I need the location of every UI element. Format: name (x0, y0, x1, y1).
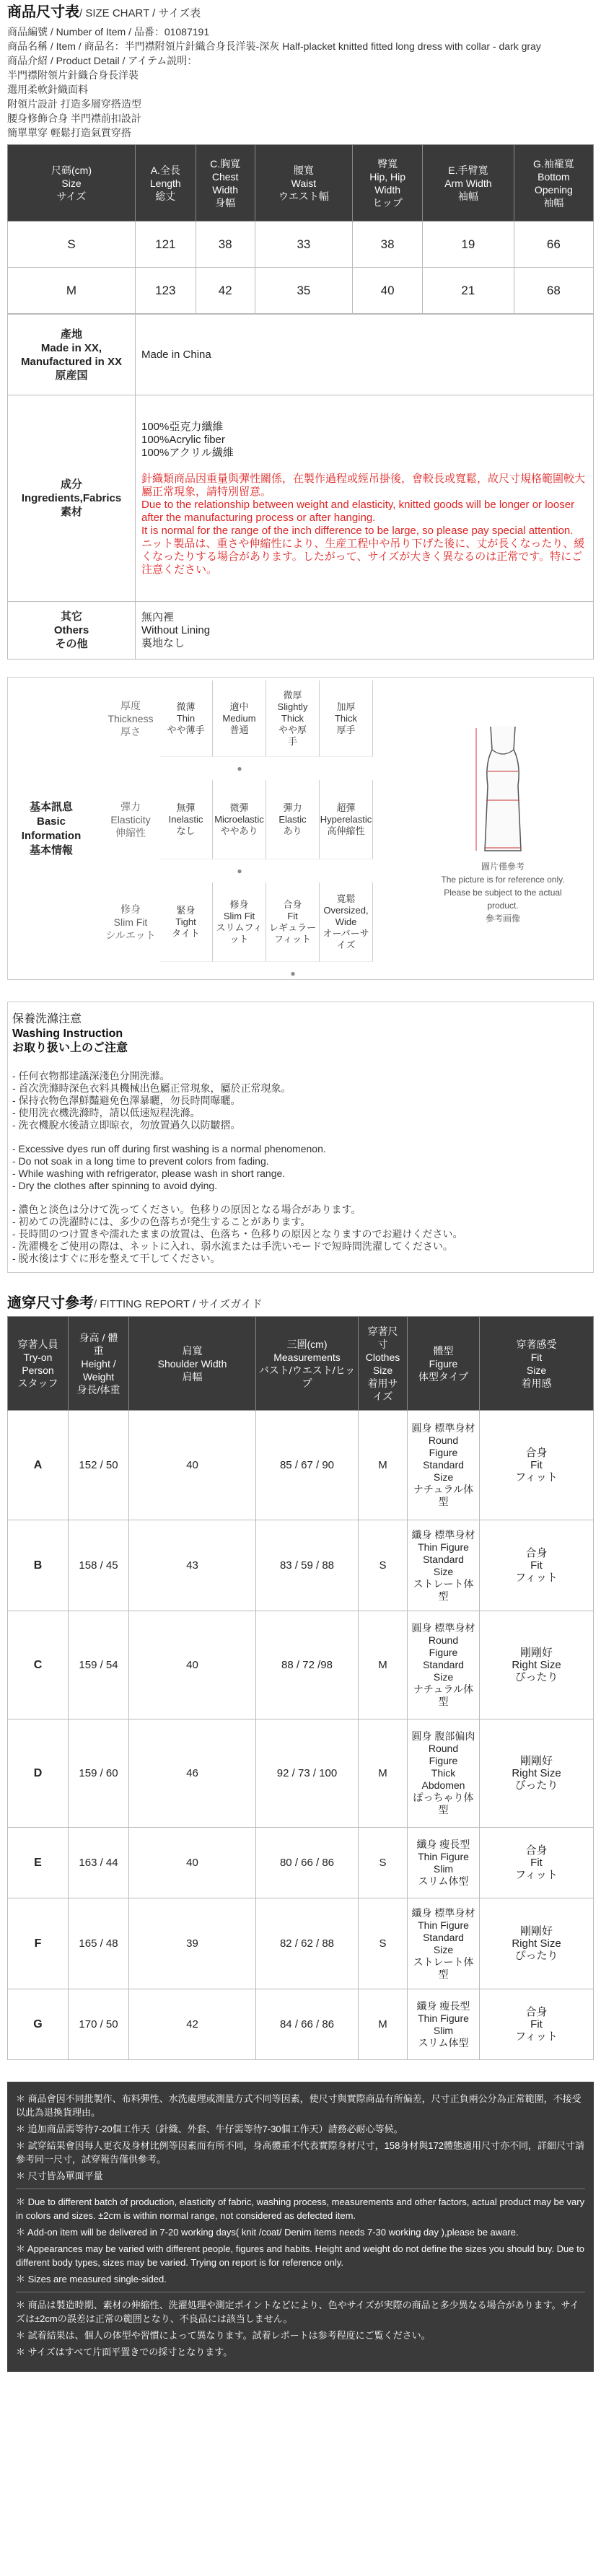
shoulder-cell: 46 (129, 1719, 256, 1828)
clothes-size-cell: M (359, 1611, 408, 1719)
shoulder-cell: 40 (129, 1611, 256, 1719)
washing-title-jp: お取り扱い上のご注意 (12, 1042, 128, 1054)
height-weight-cell: 159 / 60 (69, 1719, 129, 1828)
detail-line: 選用柔軟針織面料 (7, 84, 88, 95)
wash-line: - 保持衣物色澤鮮豔避免色澤暴曬，勿長時間曝曬。 (12, 1095, 241, 1106)
elasticity-row (102, 780, 373, 859)
fit-cell: 合身 Fit フィット (480, 1828, 594, 1898)
note-line: ＊ 試着結果は、個人の体型や習慣によって異なります。試着レポートは参考程度にご覧ください。 (16, 2330, 431, 2341)
figure-caption: 圖片僅參考 (481, 862, 525, 872)
wash-line: - 長時間のつけ置きや濡れたままの放置は、色落ち・色移りの原因となりますのでお避けください。 (12, 1228, 463, 1240)
figure-caption: product. (487, 901, 519, 911)
bottom-cell: 68 (514, 268, 593, 314)
size-col-header: 尺碼(cm) Size サイズ (8, 145, 136, 222)
clothes-size-cell: S (359, 1520, 408, 1611)
fitting-table-header (8, 1317, 594, 1411)
chest-cell: 42 (196, 268, 255, 314)
fit-option: 緊身 Tight タイト (159, 882, 213, 962)
table-row (8, 1898, 594, 1989)
item-number: 商品編號 / Number of Item / 品番：01087191 (7, 26, 210, 38)
figure-cell: 纖身 瘦長型 Thin Figure Slim スリム体型 (408, 1989, 480, 2060)
wash-line: - Do not soak in a long time to prevent colors from fading. (12, 1155, 269, 1167)
detail-line: 附領片設計 打造多層穿搭造型 (7, 98, 141, 110)
ingredient-line: 100%Acrylic fiber (141, 433, 225, 446)
figure-col-header: 體型 Figure 体型タイプ (408, 1317, 480, 1411)
note-line: ＊ Add-on item will be delivered in 7-20 working days( knit /coat/ Denim items needs 7-30 working day ),please be aware. (16, 2227, 519, 2238)
title-sub: / SIZE CHART / サイズ表 (79, 7, 201, 19)
ingredients-row (8, 395, 594, 602)
measurements-cell: 85 / 67 / 90 (256, 1411, 359, 1520)
dress-figure (420, 721, 586, 925)
chest-cell: 38 (196, 222, 255, 268)
others-value (136, 602, 594, 660)
length-col-header: A.全長 Length 総丈 (136, 145, 196, 222)
wash-line: - 脱水後はすぐに形を整えて干してください。 (12, 1253, 221, 1264)
washing-list (12, 1070, 589, 1265)
figure-caption: 參考画像 (485, 914, 520, 924)
elasticity-option: 無彈 Inelastic なし (159, 780, 213, 859)
figure-cell: 纖身 標準身材 Thin Figure Standard Size ストレート体 型 (408, 1520, 480, 1611)
fitting-table (7, 1316, 594, 2060)
waist-col-header: 腰寬 Waist ウエスト幅 (255, 145, 352, 222)
fit-cell: 合身 Fit フィット (480, 1520, 594, 1611)
wash-line: - While washing with refrigerator, please wash in short range. (12, 1167, 286, 1179)
table-row (8, 1828, 594, 1898)
figure-cell: 圓身 標準身材 Round Figure Standard Size ナチュラル体 型 (408, 1611, 480, 1719)
size-chart-title (7, 0, 594, 22)
wash-line: - 任何衣物都建議深淺色分開洗滌。 (12, 1070, 170, 1082)
fit-cell: 剛剛好 Right Size ぴったり (480, 1719, 594, 1828)
waist-cell: 33 (255, 222, 352, 268)
fit-option: 修身 Slim Fit スリムフィット (213, 882, 266, 962)
bottom-cell: 66 (514, 222, 593, 268)
note-line: ＊ 商品會因不同批製作、布料彈性、水洗處理或測量方式不同等因素，使尺寸與實際商品有所偏差，尺寸正負兩公分為正常範圍，不接受以此為退換貨理由。 (16, 2093, 582, 2118)
note-line: ＊ 試穿結果會因每人更衣及身材比例等因素而有所不同，身高體重不代表實際身材尺寸，158身材與172體態適用尺寸亦不同，詳細尺寸請參考同一尺寸，試穿報告僅供參考。 (16, 2140, 584, 2165)
fit-cell: 合身 Fit フィット (480, 1989, 594, 2060)
measurements-cell: 92 / 73 / 100 (256, 1719, 359, 1828)
elasticity-option: 微彈 Microelastic ややあり (213, 780, 266, 859)
length-cell: 121 (136, 222, 196, 268)
clothes-size-cell: M (359, 1719, 408, 1828)
size-cell: M (8, 268, 136, 314)
wash-line: - 使用洗衣機洗滌時，請以低速短程洗滌。 (12, 1107, 201, 1118)
selected-dot-icon: ● (290, 968, 296, 978)
person-cell: D (8, 1719, 69, 1828)
elasticity-indicator-row (102, 859, 373, 882)
thickness-option: 微薄 Thin やや薄手 (159, 680, 213, 757)
others-line: Without Lining (141, 623, 211, 636)
detail-line: 簡單單穿 輕鬆打造氣質穿搭 (7, 127, 131, 139)
elasticity-option: 彈力 Elastic あり (266, 780, 320, 859)
wash-line: - Dry the clothes after spinning to avoid dying. (12, 1180, 218, 1191)
fit-cell: 剛剛好 Right Size ぴったり (480, 1898, 594, 1989)
size-table-header (8, 145, 594, 222)
others-label: 其它 Others その他 (8, 602, 136, 660)
wash-line: - 洗衣機脫水後請立即晾衣，勿放置過久以防皺摺。 (12, 1119, 241, 1131)
figure-caption: The picture is for reference only. (441, 875, 565, 885)
bottom-col-header: G.袖襱寬 Bottom Opening 袖幅 (514, 145, 593, 222)
others-row (8, 602, 594, 660)
figure-cell: 圓身 腹部偏肉 Round Figure Thick Abdomen ぽっちゃり体 型 (408, 1719, 480, 1828)
person-col-header: 穿著人員 Try-on Person スタッフ (8, 1317, 69, 1411)
basic-info-panel (7, 677, 594, 980)
knit-note: Due to the relationship between weight and elasticity, knitted goods will be longer or looser after the manufacturing process or after hanging. (141, 498, 575, 524)
arm-cell: 19 (423, 222, 514, 268)
note-line: ＊ Appearances may be varied with different people, figures and habits. Height and weight do not define the sizes you should buy. Due to different body types, sizes may be varied. Trying on report is for reference only. (16, 2243, 584, 2268)
measurements-cell: 80 / 66 / 86 (256, 1828, 359, 1898)
wash-line: - 洗濯機をご使用の際は、ネットに入れ、弱水流または手洗いモードで短時間洗濯してください。 (12, 1240, 453, 1252)
selected-dot-icon: ● (237, 866, 242, 876)
note-line: ＊ サイズはすべて片面平置きでの採寸となります。 (16, 2347, 233, 2357)
person-cell: B (8, 1520, 69, 1611)
clothes-size-cell: M (359, 1989, 408, 2060)
figure-cell: 纖身 標準身材 Thin Figure Standard Size ストレート体 型 (408, 1898, 480, 1989)
height-weight-cell: 152 / 50 (69, 1411, 129, 1520)
shoulder-cell: 39 (129, 1898, 256, 1989)
washing-title-en: Washing Instruction (12, 1028, 123, 1040)
note-line: ＊ 追加商品需等待7-20個工作天（針織、外套、牛仔需等待7-30個工作天）請務必耐心等候。 (16, 2124, 403, 2134)
knit-note: ニット製品は、重さや伸縮性により、生産工程中や吊り下げた後に、丈が長くなったり、緩くなったりする場合があります。したがって、サイズが大きく異なるのは正常です。特にご注意ください。 (141, 537, 585, 576)
height-weight-cell: 163 / 44 (69, 1828, 129, 1898)
table-row (8, 1719, 594, 1828)
fit-col-header: 穿著感受 Fit Size 着用感 (480, 1317, 594, 1411)
table-row (8, 1989, 594, 2060)
ingredients-label: 成分 Ingredients,Fabrics 素材 (8, 395, 136, 602)
elasticity-header: 彈力 Elasticity 伸縮性 (110, 801, 151, 838)
arm-cell: 21 (423, 268, 514, 314)
thickness-indicator-row (102, 757, 373, 780)
length-cell: 123 (136, 268, 196, 314)
fitting-title (7, 1294, 594, 1313)
detail-line: 腰身修飾合身 半門襟前扣設計 (7, 113, 141, 124)
person-cell: A (8, 1411, 69, 1520)
washing-title-cn: 保養洗滌注意 (12, 1013, 82, 1025)
height-weight-cell: 158 / 45 (69, 1520, 129, 1611)
wash-line: - 初めての洗濯時には、多少の色落ちが発生することがあります。 (12, 1216, 311, 1227)
washing-panel (7, 1002, 594, 1273)
thickness-header: 厚度 Thickness 厚さ (108, 700, 154, 737)
ingredient-line: 100%亞克力纖維 (141, 420, 224, 433)
note-line: ＊ Due to different batch of production, elasticity of fabric, washing process, measurements and other factors, actual product may be vary in colors and sizes. ±2cm is within normal range, not considered as defected item. (16, 2196, 585, 2221)
shoulder-cell: 42 (129, 1989, 256, 2060)
note-line: ＊ 尺寸皆為單面平量 (16, 2170, 103, 2181)
hip-cell: 38 (353, 222, 423, 268)
note-line: ＊ 商品は製造時期、素材の伸縮性、洗濯処理や測定ポイントなどにより、色やサイズが実際の商品と多少異なる場合があります。サイズは±2cmの誤差は正常の範囲となり、不良品には該当しません。 (16, 2300, 579, 2324)
person-cell: C (8, 1611, 69, 1719)
fit-option: 寬鬆 Oversized, Wide オーバーサイズ (320, 882, 373, 962)
detail-line: 半門襟附領片針織合身長洋裝 (7, 69, 139, 81)
basic-info-label: 基本訊息 Basic Information 基本情報 (21, 801, 82, 857)
measurements-cell: 84 / 66 / 86 (256, 1989, 359, 2060)
wash-line: - 濃色と淡色は分けて洗ってください。色移りの原因となる場合があります。 (12, 1204, 361, 1215)
knit-note: It is normal for the range of the inch difference to be large, so please pay special attention. (141, 524, 574, 537)
ingredient-line: 100%アクリル繊維 (141, 446, 234, 459)
wash-line: - Excessive dyes run off during first washing is a normal phenomenon. (12, 1143, 326, 1155)
elasticity-option: 超彈 Hyperelastic 高伸縮性 (320, 780, 373, 859)
fit-option: 合身 Fit レギュラーフィット (266, 882, 320, 962)
chest-col-header: C.胸寬 Chest Width 身幅 (196, 145, 255, 222)
table-row (8, 1611, 594, 1719)
height-weight-cell: 159 / 54 (69, 1611, 129, 1719)
size-cell: S (8, 222, 136, 268)
shoulder-cell: 40 (129, 1828, 256, 1898)
height-weight-cell: 170 / 50 (69, 1989, 129, 2060)
measurements-col-header: 三圍(cm) Measurements バスト/ウエスト/ヒップ (256, 1317, 359, 1411)
thickness-row (102, 680, 373, 757)
detail-label: 商品介紹 / Product Detail / アイテム説明： (7, 55, 198, 66)
note-line: ＊ Sizes are measured single-sided. (16, 2274, 167, 2284)
clothes-size-col-header: 穿著尺 寸 Clothes Size 着用サ イズ (359, 1317, 408, 1411)
height-col-header: 身高 / 體 重 Height / Weight 身長/体重 (69, 1317, 129, 1411)
figure-caption: Please be subject to the actual (444, 888, 562, 898)
measurements-cell: 88 / 72 /98 (256, 1611, 359, 1719)
shoulder-col-header: 肩寬 Shoulder Width 肩幅 (129, 1317, 256, 1411)
height-weight-cell: 165 / 48 (69, 1898, 129, 1989)
others-line: 無內裡 (141, 610, 175, 623)
thickness-option: 微厚 Slightly Thick やや厚 手 (266, 680, 320, 757)
measurements-cell: 82 / 62 / 88 (256, 1898, 359, 1989)
fit-header: 修身 Slim Fit シルエット (105, 903, 156, 941)
origin-value: Made in China (136, 315, 594, 395)
selected-dot-icon: ● (237, 763, 242, 774)
fit-cell: 合身 Fit フィット (480, 1411, 594, 1520)
person-cell: E (8, 1828, 69, 1898)
attribute-grid (102, 680, 373, 985)
origin-label: 產地 Made in XX, Manufactured in XX 原産国 (8, 315, 136, 395)
clothes-size-cell: S (359, 1828, 408, 1898)
item-name: 商品名稱 / Item / 商品名：半門襟附領片針織合身長洋裝-深灰 Half-placket knitted fitted long dress with collar - dark gray (7, 40, 541, 52)
product-info (7, 25, 594, 140)
notes-panel (7, 2082, 594, 2372)
shoulder-cell: 43 (129, 1520, 256, 1611)
size-table (7, 144, 594, 314)
knit-note: 針織類商品因重量與彈性關係，在製作過程或經吊掛後，會較長或寬鬆，故尺寸規格範圍較大屬正常現象，請特別留意。 (141, 472, 586, 498)
measurements-cell: 83 / 59 / 88 (256, 1520, 359, 1611)
person-cell: G (8, 1989, 69, 2060)
fitting-title-sub: / FITTING REPORT / サイズガイド (94, 1298, 263, 1310)
figure-cell: 纖身 瘦長型 Thin Figure Slim スリム体型 (408, 1828, 480, 1898)
fit-row (102, 882, 373, 962)
title-main: 商品尺寸表 (7, 4, 79, 20)
waist-cell: 35 (255, 268, 352, 314)
figure-cell: 圓身 標準身材 Round Figure Standard Size ナチュラル体 型 (408, 1411, 480, 1520)
hip-col-header: 臀寬 Hip, Hip Width ヒップ (353, 145, 423, 222)
fitting-title-main: 適穿尺寸參考 (7, 1295, 94, 1311)
wash-line: - 首次洗滌時深色衣料具機械出色屬正常現象，屬於正常現象。 (12, 1082, 291, 1094)
thickness-option: 適中 Medium 普通 (213, 680, 266, 757)
table-row (8, 222, 594, 268)
fit-cell: 剛剛好 Right Size ぴったり (480, 1611, 594, 1719)
clothes-size-cell: S (359, 1898, 408, 1989)
hip-cell: 40 (353, 268, 423, 314)
ingredients-value (136, 395, 594, 602)
material-table (7, 314, 594, 660)
shoulder-cell: 40 (129, 1411, 256, 1520)
table-row (8, 268, 594, 314)
fit-indicator-row (102, 962, 373, 985)
thickness-option: 加厚 Thick 厚手 (320, 680, 373, 757)
others-line: 裏地なし (141, 636, 185, 649)
person-cell: F (8, 1898, 69, 1989)
dress-diagram-icon (470, 721, 535, 858)
arm-col-header: E.手臂寬 Arm Width 袖幅 (423, 145, 514, 222)
table-row (8, 1520, 594, 1611)
origin-row (8, 315, 594, 395)
table-row (8, 1411, 594, 1520)
clothes-size-cell: M (359, 1411, 408, 1520)
